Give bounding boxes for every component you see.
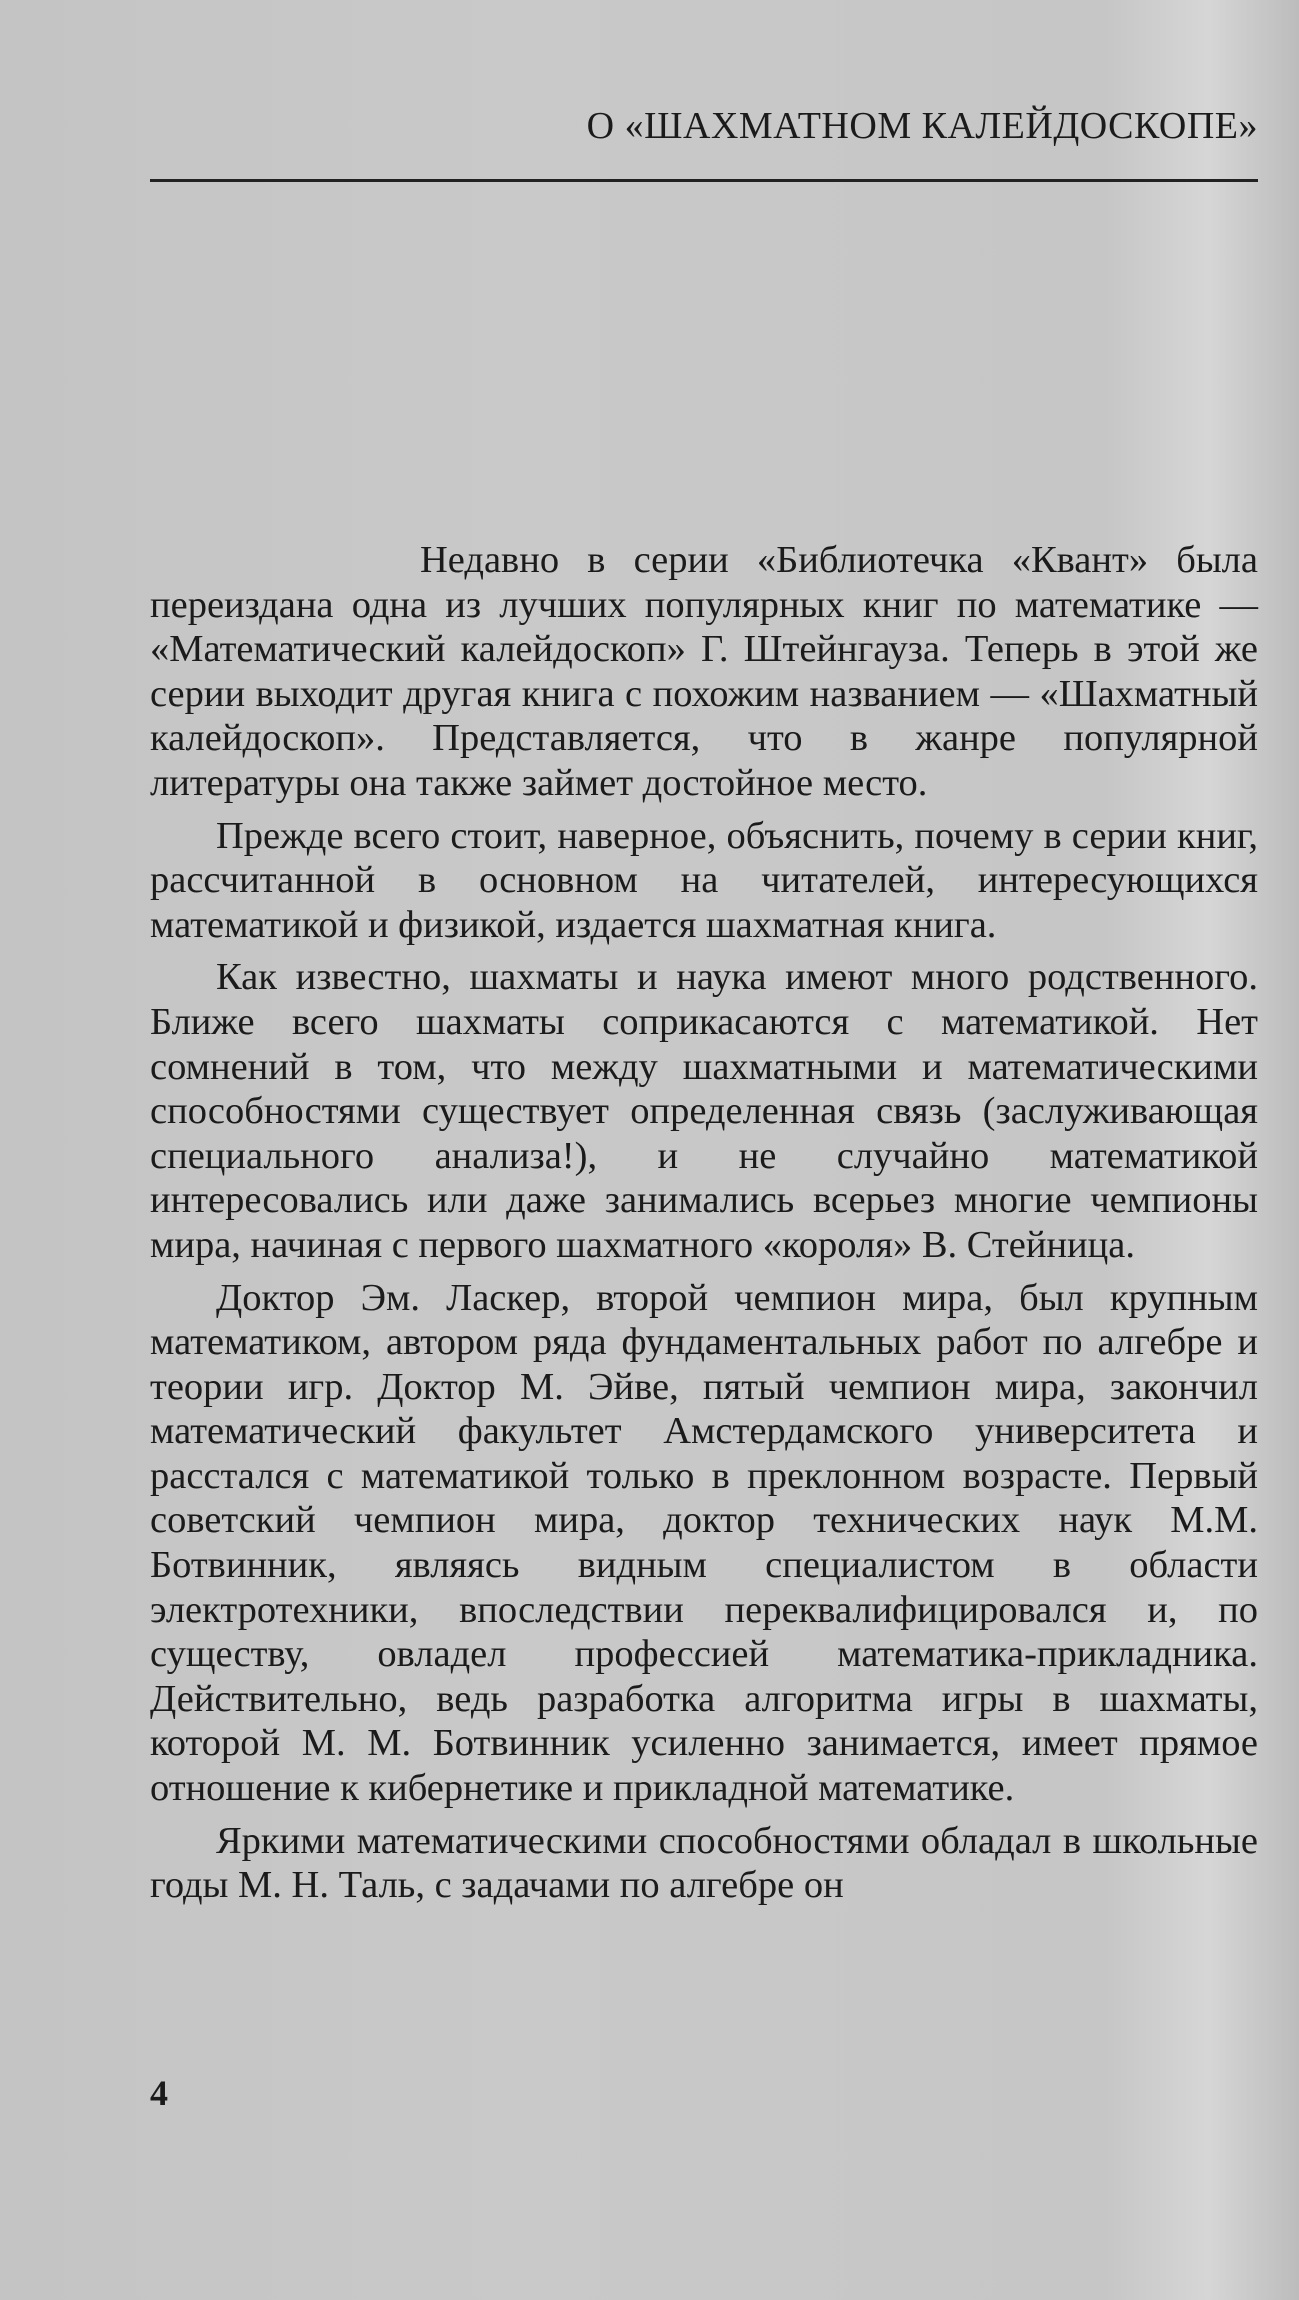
running-head: О «ШАХМАТНОМ КАЛЕЙДОСКОПЕ» bbox=[586, 105, 1258, 147]
body-text bbox=[150, 538, 1258, 1916]
paragraph: Недавно в серии «Библиотечка «Квант» была переиздана одна из лучших популярных книг по математике — «Математический калейдоскоп» Г. Штейнгауза. Теперь в этой же серии выходит другая книга с похожим названием — «Шахматный калейдоскоп». Представляется, что в жанре популярной литературы она также займет достойное место. bbox=[150, 539, 1258, 804]
paragraph: Доктор Эм. Ласкер, второй чемпион мира, был крупным математиком, автором ряда фундаментальных работ по алгебре и теории игр. Доктор М. Эйве, пятый чемпион мира, закончил математический факультет Амстердамского университета и расстался с математикой только в преклонном возрасте. Первый советский чемпион мира, доктор технических наук М.М. Ботвинник, являясь видным специалистом в области электротехники, впоследствии переквалифицировался и, по существу, овладел профессией математика-прикладника. Действительно, ведь разработка алгоритма игры в шахматы, которой М. М. Ботвинник усиленно занимается, имеет прямое отношение к кибернетике и прикладной математике. bbox=[150, 1276, 1258, 1810]
header-rule bbox=[150, 179, 1258, 182]
paragraph: Яркими математическими способностями обладал в школьные годы М. Н. Таль, с задачами по алгебре он bbox=[150, 1819, 1258, 1907]
paragraph: Прежде всего стоит, наверное, объяснить, почему в серии книг, рассчитанной в основном на читателей, интересующихся математикой и физикой, издается шахматная книга. bbox=[150, 814, 1258, 946]
paragraph: Как известно, шахматы и наука имеют много родственного. Ближе всего шахматы соприкасаются с математикой. Нет сомнений в том, что между шахматными и математическими способностями существует определенная связь (заслуживающая специального анализа!), и не случайно математикой интересовались или даже занимались всерьез многие чемпионы мира, начиная с первого шахматного «короля» В. Стейница. bbox=[150, 956, 1258, 1266]
page-number: 4 bbox=[150, 2073, 168, 2113]
